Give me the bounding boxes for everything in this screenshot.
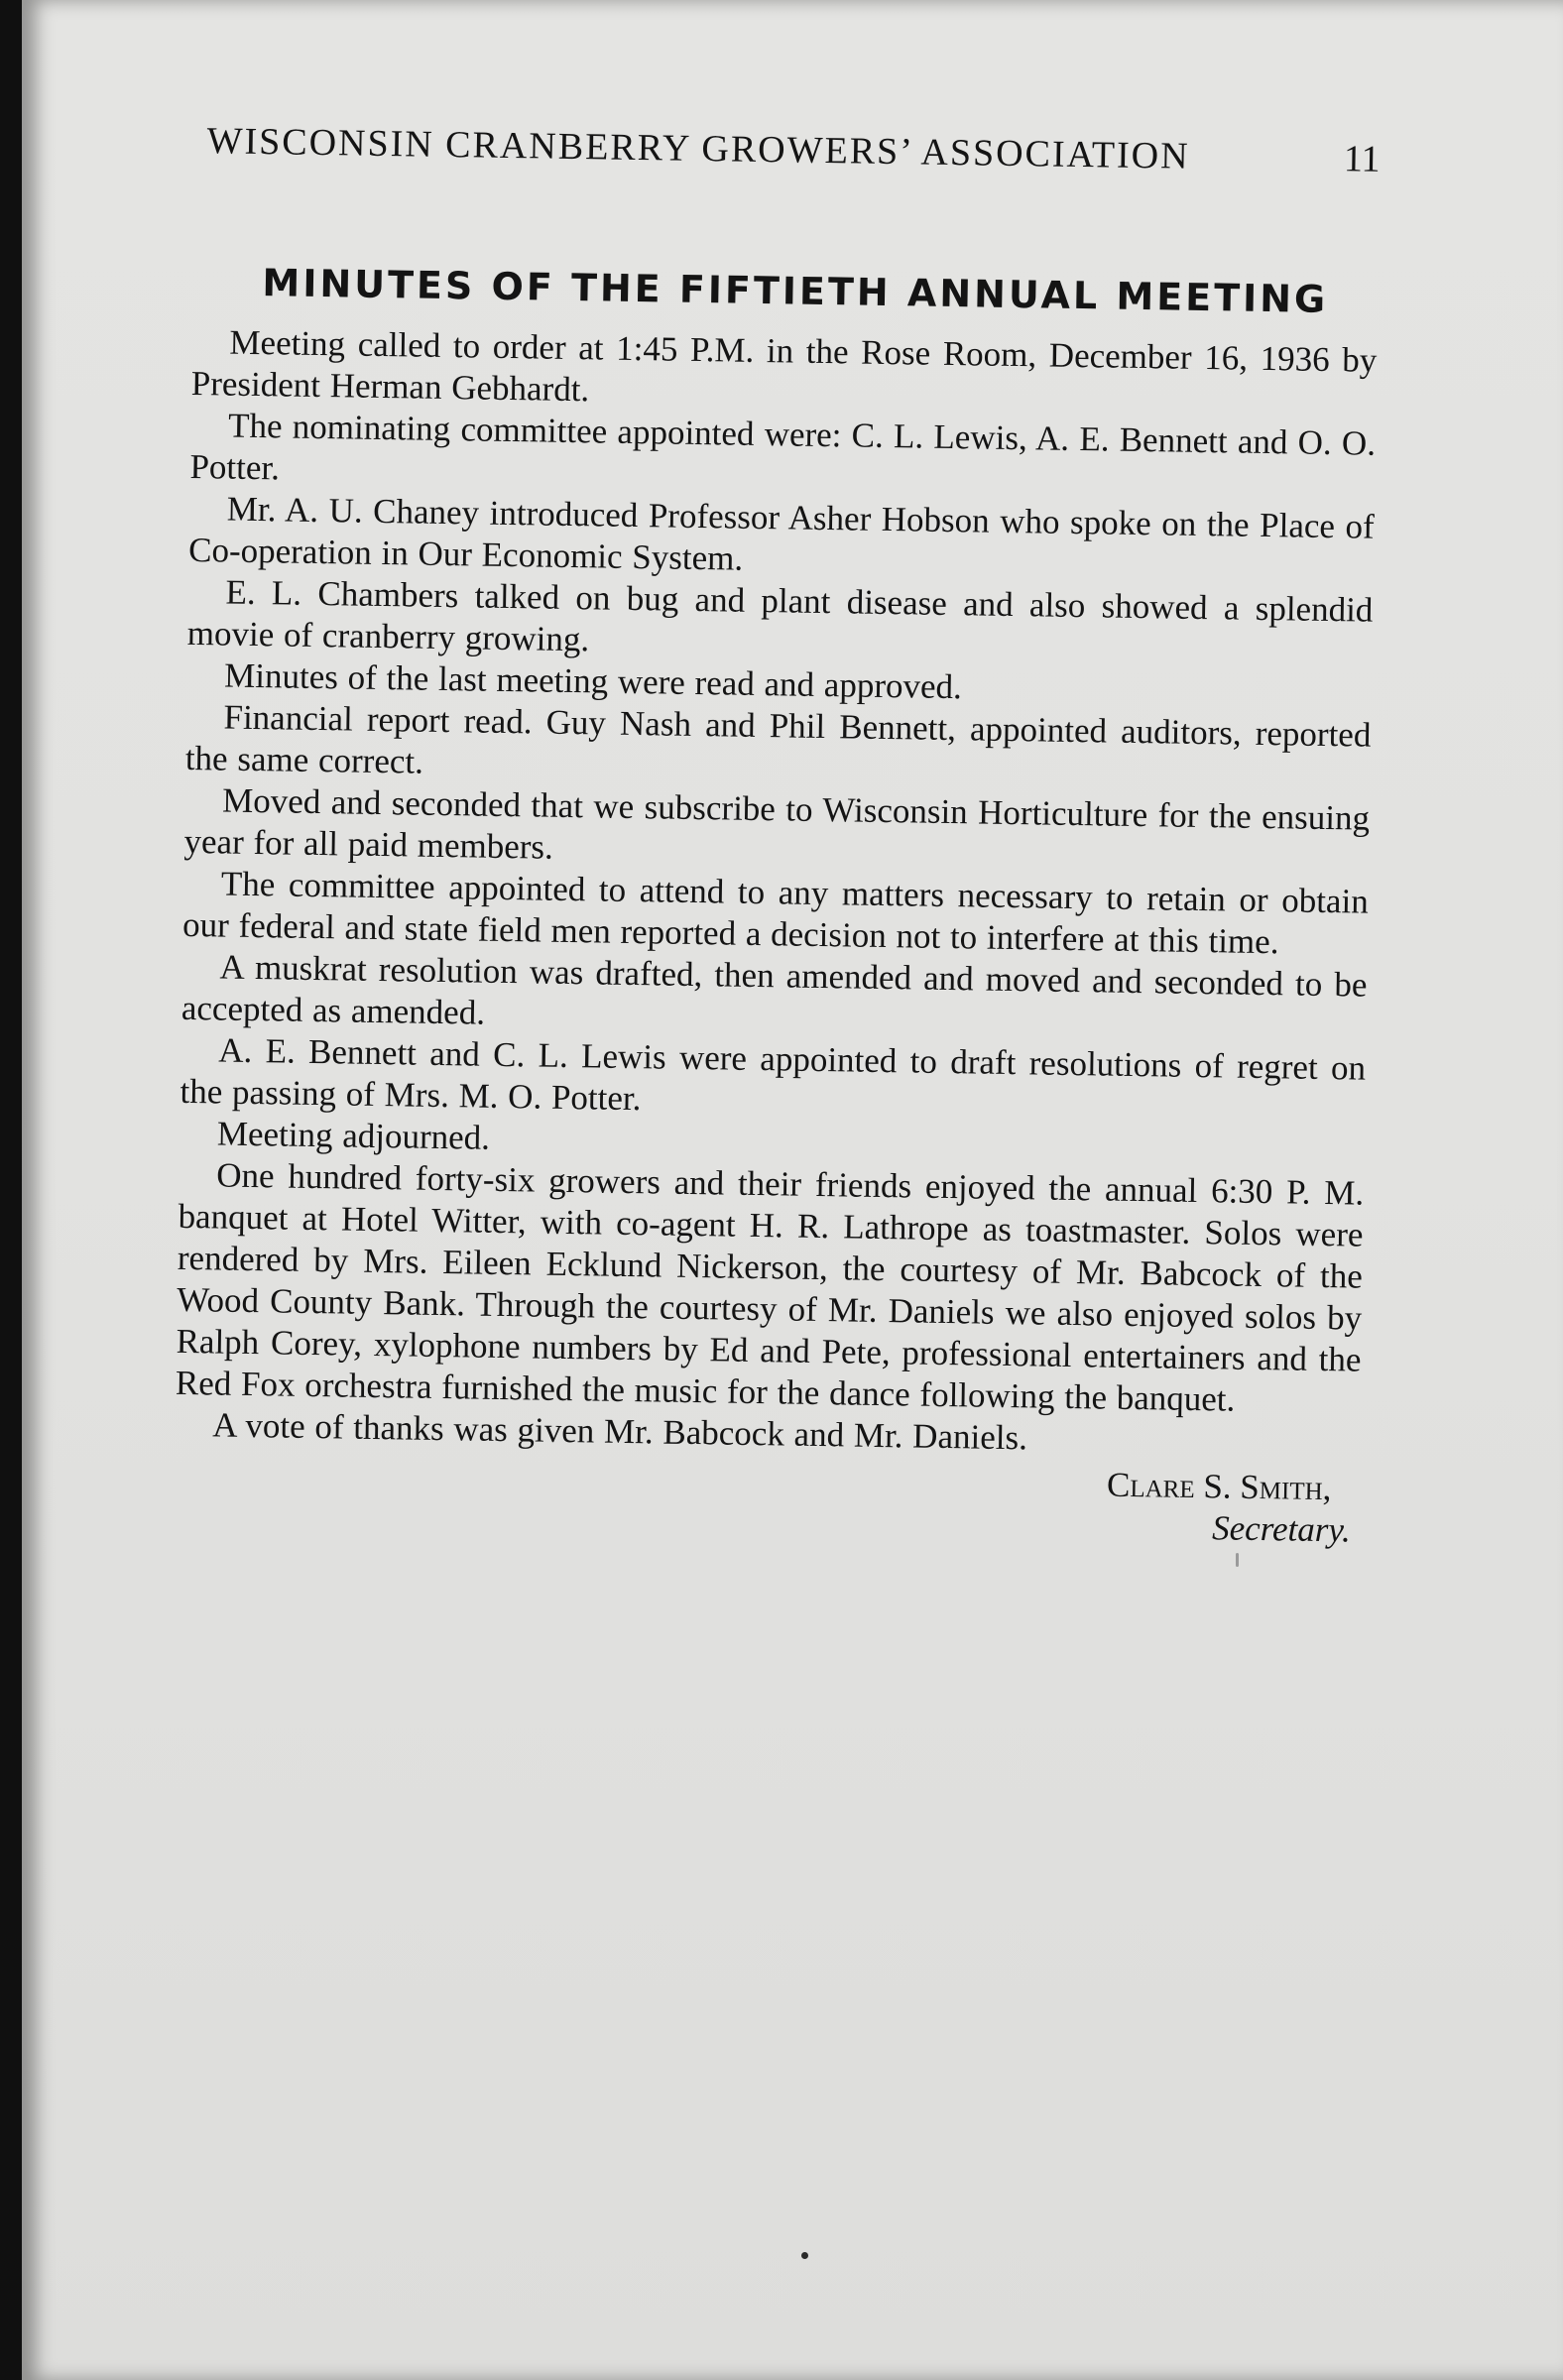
paragraph-resolutions-of-regret: A. E. Bennett and C. L. Lewis were appointed to draft resolutions of regret on the passing of Mrs. M. O. Potter. (180, 1030, 1367, 1119)
signature-title: Secretary. (1211, 1508, 1352, 1550)
dust-mark (801, 2252, 808, 2259)
paragraph-chambers: E. L. Chambers talked on bug and plant disease and also showed a splendid movie of cranberry growing. (186, 572, 1374, 659)
paragraph-financial-report: Financial report read. Guy Nash and Phil Bennett, appointed auditors, reported the same correct. (184, 697, 1372, 781)
running-head-text: WISCONSIN CRANBERRY GROWERS’ ASSOCIATION (206, 120, 1190, 178)
page-number: 11 (1343, 138, 1381, 180)
signature-name: Clare S. Smith, (1106, 1465, 1332, 1508)
paragraph-banquet: One hundred forty-six growers and their friends enjoyed the annual 6:30 P. M. banquet at Hotel Witter, with co-agent H. R. Lathrope as toastmaster. Solos were rendered by Mrs. Eileen Ecklund Nickerson, the courtesy of Mr. Babcock of the Wood County Bank. Through the courtesy of Mr. Daniels we also enjoyed solos by Ralph Corey, xylophone numbers by Ed and Pete, professional entertainers and the Red Fox orchestra furnished the music for the dance following the banquet. (175, 1155, 1365, 1419)
paragraph-chaney-hobson: Mr. A. U. Chaney introduced Professor Asher Hobson who spoke on the Place of Co-operation in Our Economic System. (187, 489, 1375, 578)
page-title: MINUTES OF THE FIFTIETH ANNUAL MEETING (262, 261, 1329, 321)
page-content (174, 119, 1381, 1552)
running-head (206, 119, 1381, 181)
paragraph-nominating-committee: The nominating committee appointed were: C. L. Lewis, A. E. Bennett and O. O. Potter. (189, 406, 1377, 488)
dust-mark (1236, 1553, 1239, 1567)
paragraph-field-men: The committee appointed to attend to any matters necessary to retain or obtain our federal and state field men reported a decision not to interfere at this time. (181, 864, 1370, 962)
paragraph-minutes-approved: Minutes of the last meeting were read and approved. (223, 655, 963, 707)
document-page (22, 0, 1563, 2380)
paragraph-adjourned: Meeting adjourned. (216, 1114, 491, 1157)
scan-edge (0, 0, 22, 2380)
paragraph-subscription: Moved and seconded that we subscribe to Wisconsin Horticulture for the ensuing year for all paid members. (183, 780, 1371, 867)
paragraph-vote-of-thanks: A vote of thanks was given Mr. Babcock and Mr. Daniels. (212, 1405, 1028, 1458)
paragraph-muskrat-resolution: A muskrat resolution was drafted, then amended and moved and seconded to be accepted as amended. (180, 947, 1368, 1032)
paragraph-call-to-order: Meeting called to order at 1:45 P.M. in the Rose Room, December 16, 1936 by President Herman Gebhardt. (190, 322, 1378, 410)
